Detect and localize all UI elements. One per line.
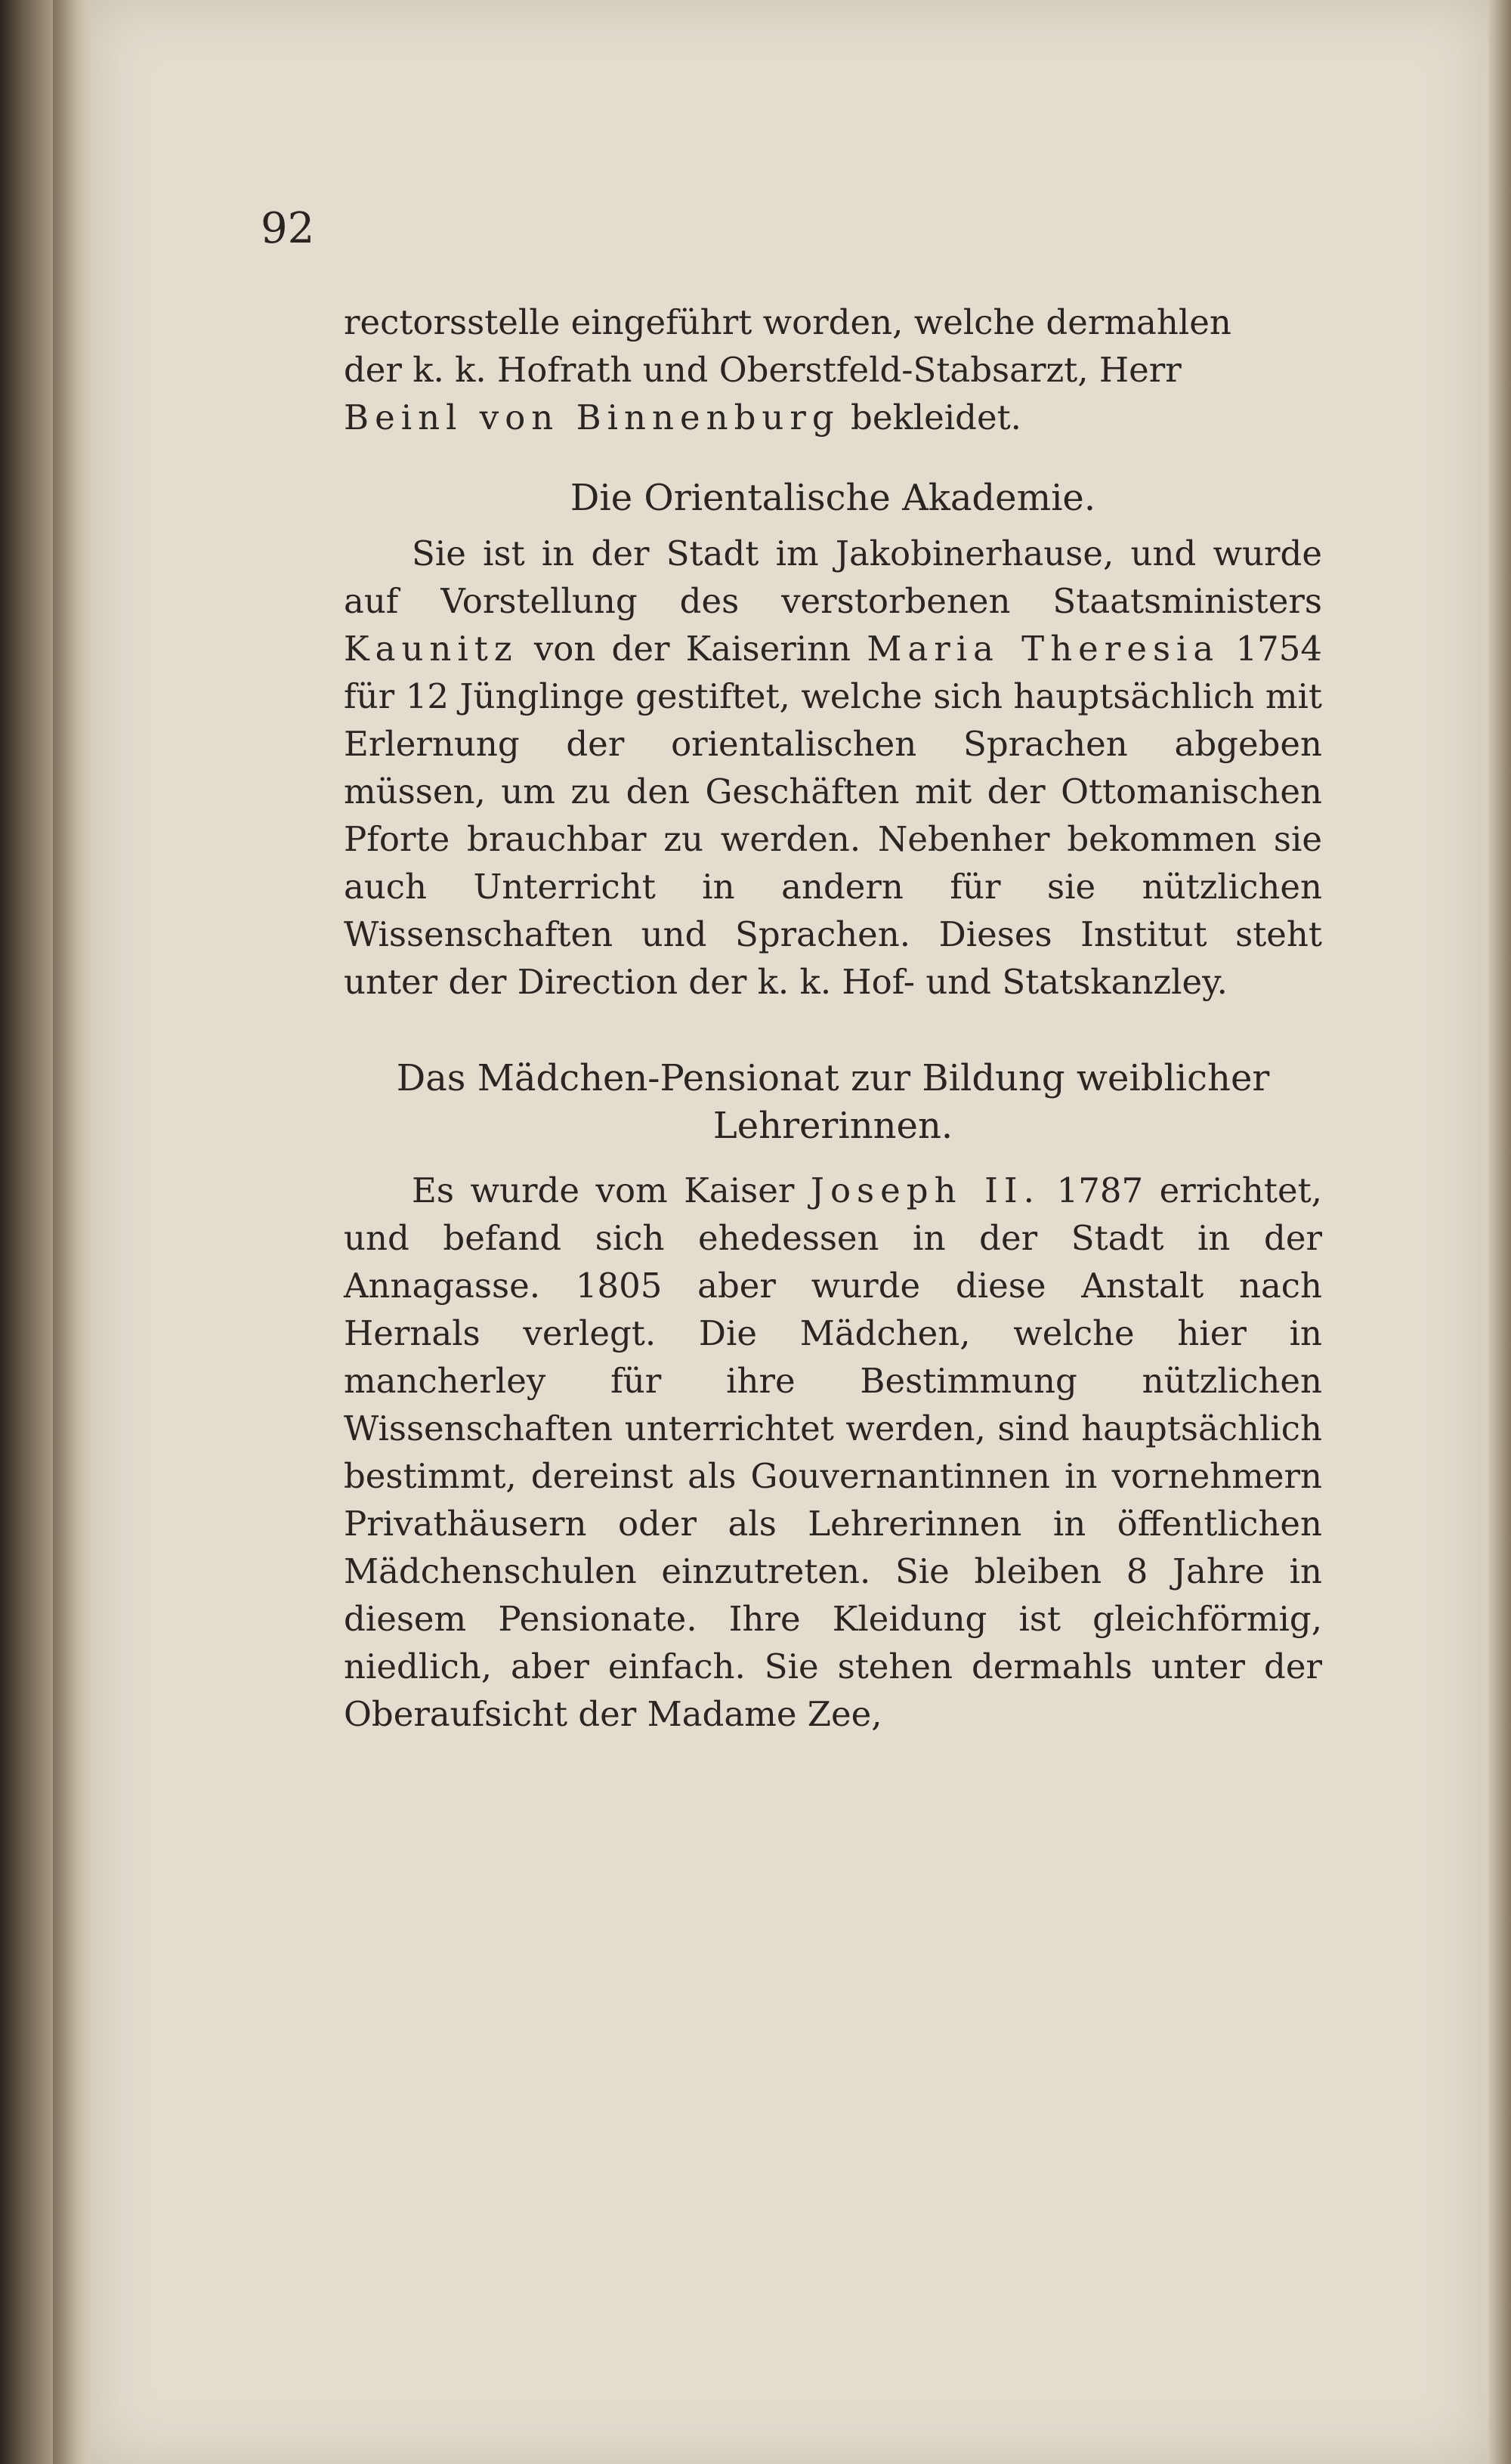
section-heading-girls-pensionate — [344, 1055, 1322, 1150]
person-name: Joseph II. — [810, 1170, 1040, 1210]
left-page-edge — [0, 0, 53, 2464]
page-number: 92 — [261, 204, 315, 253]
continuation-line-1: rectorsstelle eingeführt worden, welche dermahlen — [344, 302, 1231, 342]
heading-line-1: Das Mädchen-Pensionat zur Bildung weiblicher — [396, 1057, 1270, 1099]
heading-line-2: Lehrerinnen. — [712, 1105, 953, 1147]
continuation-paragraph — [344, 298, 1322, 441]
continuation-line-3: bekleidet. — [839, 397, 1021, 437]
section-heading-oriental-academy: Die Orientalische Akademie. — [570, 477, 1096, 519]
paragraph-text: von der Kaiserinn — [518, 629, 867, 669]
person-name: Maria Theresia — [867, 629, 1220, 669]
paragraph-text: Es wurde vom Kaiser — [412, 1170, 811, 1210]
page-text — [344, 298, 1322, 1738]
section-paragraph-girls-pensionate — [344, 1167, 1322, 1738]
person-name: Beinl von Binnenburg — [344, 397, 840, 437]
right-page-edge — [1488, 0, 1511, 2464]
paragraph-text: 1754 für 12 Jünglinge gestiftet, welche sich hauptsächlich mit Erlernung der orientalischen Sprachen abgeben müssen, um zu den Geschäften mit der Ottomanischen Pforte brauchbar zu werden. Nebenher bekommen sie auch Unterricht in andern für sie nützlichen Wissenschaften und Sprachen. Dieses Institut steht unter der Direction der k. k. Hof- und Statskanzley. — [344, 629, 1322, 1002]
section-paragraph-oriental-academy — [344, 530, 1322, 1006]
person-name: Kaunitz — [344, 629, 518, 669]
continuation-line-2: der k. k. Hofrath und Oberstfeld-Stabsarzt, Herr — [344, 350, 1182, 390]
paragraph-text: Sie ist in der Stadt im Jakobinerhause, und wurde auf Vorstellung des verstorbenen Staatsministers — [344, 533, 1322, 621]
paragraph-text: 1787 errichtet, und befand sich ehedessen in der Stadt in der Annagasse. 1805 aber wurde diese Anstalt nach Hernals verlegt. Die Mädchen, welche hier in mancherley für ihre Bestimmung nützlichen Wissenschaften unterrichtet werden, sind hauptsächlich bestimmt, dereinst als Gouvernantinnen in vornehmern Privathäusern oder als Lehrerinnen in öffentlichen Mädchenschulen einzutreten. Sie bleiben 8 Jahre in diesem Pensionate. Ihre Kleidung ist gleichförmig, niedlich, aber einfach. Sie stehen dermahls unter der Oberaufsicht der Madame Zee, — [344, 1170, 1322, 1734]
